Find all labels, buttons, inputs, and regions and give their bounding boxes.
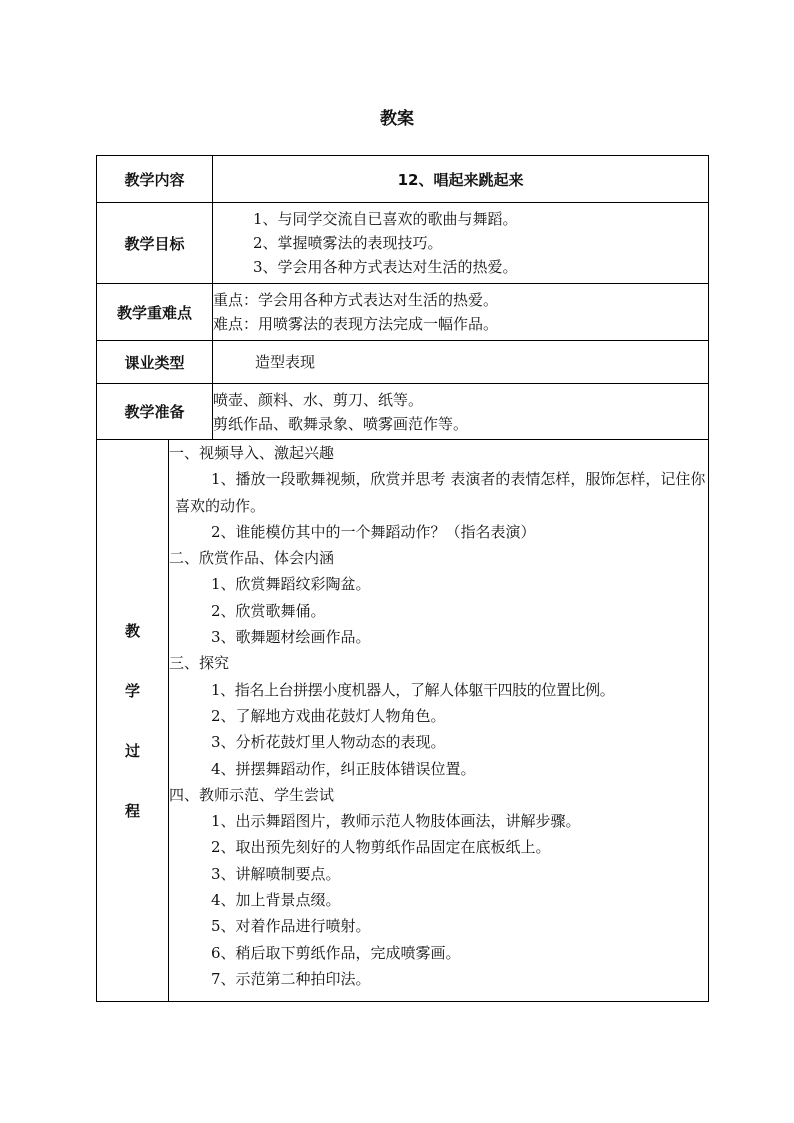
process-item: 5、对着作品进行喷射。 <box>211 917 371 936</box>
process-item: 3、讲解喷制要点。 <box>211 864 341 883</box>
lesson-plan-table <box>96 155 709 1002</box>
row-teaching-process <box>97 440 709 1002</box>
row-course-type <box>97 341 709 384</box>
key-point: 重点：学会用各种方式表达对生活的热爱。 <box>213 291 499 309</box>
label-teaching-content: 教学内容 <box>97 156 213 203</box>
process-item: 4、拼摆舞蹈动作，纠正肢体错误位置。 <box>211 759 476 778</box>
document-title: 教案 <box>380 109 414 129</box>
process-item: 2、欣赏歌舞俑。 <box>211 601 326 620</box>
process-item: 1、欣赏舞蹈纹彩陶盆。 <box>211 575 371 594</box>
process-item: 1、出示舞蹈图片，教师示范人物肢体画法，讲解步骤。 <box>211 812 581 831</box>
row-teaching-prep <box>97 384 709 440</box>
process-item: 6、稍后取下剪纸作品，完成喷雾画。 <box>211 943 461 962</box>
label-course-type: 课业类型 <box>97 341 213 384</box>
section-heading: 一、视频导入、激起兴趣 <box>169 444 335 462</box>
prep-item: 剪纸作品、歌舞录象、喷雾画范作等。 <box>213 414 469 433</box>
process-item: 2、取出预先刻好的人物剪纸作品固定在底板纸上。 <box>211 838 551 857</box>
difficult-point: 难点：用喷雾法的表现方法完成一幅作品。 <box>213 315 499 333</box>
goal-item: 3、学会用各种方式表达对生活的热爱。 <box>253 258 518 276</box>
process-item: 3、歌舞题材绘画作品。 <box>211 628 371 647</box>
goal-item: 2、掌握喷雾法的表现技巧。 <box>253 234 443 252</box>
lesson-topic: 12、唱起来跳起来 <box>213 156 709 203</box>
section-heading: 三、探究 <box>169 654 230 673</box>
row-teaching-content <box>97 156 709 203</box>
keypoints-cell <box>213 284 709 341</box>
section-heading: 四、教师示范、学生尝试 <box>169 785 335 804</box>
process-item: 1、播放一段歌舞视频，欣赏并思考 表演者的表情怎样，服饰怎样，记住你喜欢的动作。 <box>175 470 706 515</box>
row-key-difficult-points <box>97 284 709 341</box>
label-teaching-prep: 教学准备 <box>97 384 213 440</box>
process-item: 4、加上背景点缀。 <box>211 891 341 910</box>
process-label-char: 过 <box>124 741 140 760</box>
process-item: 7、示范第二种拍印法。 <box>211 969 371 988</box>
goal-item: 1、与同学交流自已喜欢的歌曲与舞蹈。 <box>253 210 518 228</box>
prep-cell <box>213 384 709 440</box>
prep-item: 喷壶、颜料、水、剪刀、纸等。 <box>213 390 424 409</box>
process-label-char: 程 <box>124 801 140 820</box>
process-item: 2、了解地方戏曲花鼓灯人物角色。 <box>211 706 446 725</box>
section-heading: 二、欣赏作品、体会内涵 <box>169 549 335 568</box>
course-type-value: 造型表现 <box>255 353 316 371</box>
process-label-char: 教 <box>124 621 140 640</box>
label-key-difficult-points: 教学重难点 <box>97 284 213 341</box>
process-label-char: 学 <box>124 681 140 700</box>
process-content <box>169 440 709 1002</box>
course-type-cell <box>213 341 709 384</box>
goals-cell <box>213 203 709 284</box>
process-item: 2、谁能模仿其中的一个舞蹈动作？（指名表演） <box>211 522 536 541</box>
row-teaching-goals <box>97 203 709 284</box>
process-item: 1、指名上台拼摆小度机器人，了解人体躯干四肢的位置比例。 <box>211 680 615 699</box>
label-teaching-goals: 教学目标 <box>97 203 213 284</box>
process-item: 3、分析花鼓灯里人物动态的表现。 <box>211 733 446 752</box>
label-teaching-process <box>97 440 169 1002</box>
